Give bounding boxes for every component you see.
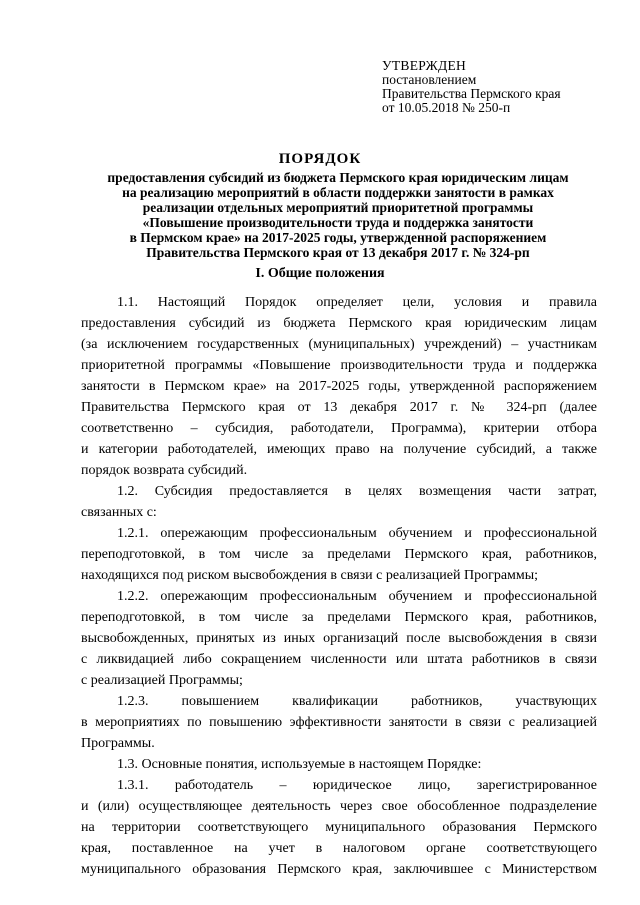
approval-line-2: постановлением (382, 72, 477, 87)
text-line: Правительства Пермского края от 13 декабря 2017 г. № 324-рп (далее (81, 400, 597, 415)
text-line: соответственно – субсидия, работодатели, Программа), критерии отбора (81, 421, 597, 436)
text-line: на территории соответствующего муниципального образования Пермского (81, 820, 597, 835)
text-line: находящихся под риском высвобождения в связи с реализацией Программы; (81, 568, 539, 583)
text-line: переподготовкой, в том числе за пределами Пермского края, работников, (81, 547, 597, 562)
text-line: края, поставленное на учет в налоговом органе соответствующего (81, 841, 597, 856)
approval-line-1: УТВЕРЖДЕН (382, 58, 467, 73)
document-subtitle (60, 170, 616, 260)
approval-line-4: от 10.05.2018 № 250-п (382, 100, 511, 115)
subtitle-line: на реализацию мероприятий в области поддержки занятости в рамках (122, 185, 554, 200)
subtitle-line: «Повышение производительности труда и поддержка занятости (142, 215, 534, 230)
subtitle-line: предоставления субсидий из бюджета Пермского края юридическим лицам (107, 170, 569, 185)
section-heading: I. Общие положения (255, 266, 385, 281)
paragraph-1-2-2 (81, 586, 597, 691)
text-line: (за исключением государственных (муниципальных) учреждений) – участникам (81, 337, 597, 352)
text-line: с реализацией Программы; (81, 673, 243, 688)
paragraph-1-3 (81, 754, 597, 775)
text-line: 1.2. Субсидия предоставляется в целях возмещения части затрат, (117, 484, 597, 499)
paragraph-1-2 (81, 481, 597, 523)
text-line: высвобожденных, принятых из иных организаций после высвобождения в связи (81, 631, 597, 646)
text-line: занятости в Пермском крае» на 2017-2025 годы, утвержденной распоряжением (81, 379, 597, 394)
text-line: Программы. (81, 736, 155, 751)
text-line: предоставления субсидий из бюджета Пермского края юридическим лицам (81, 316, 597, 331)
paragraph-1-3-1 (81, 775, 597, 880)
text-line: и (или) осуществляющее деятельность через свое обособленное подразделение (81, 799, 597, 814)
paragraph-1-1 (81, 292, 597, 481)
text-line: и категории работодателей, имеющих право на получение субсидий, а также (81, 442, 597, 457)
text-line: порядок возврата субсидий. (81, 463, 248, 478)
document-title: ПОРЯДОК (278, 151, 362, 167)
subtitle-line: Правительства Пермского края от 13 декабря 2017 г. № 324-рп (146, 245, 530, 260)
text-line: переподготовкой, в том числе за пределами Пермского края, работников, (81, 610, 597, 625)
text-line: 1.2.3. повышением квалификации работников, участвующих (117, 694, 597, 709)
text-line: 1.3. Основные понятия, используемые в настоящем Порядке: (117, 757, 482, 772)
approval-stamp (382, 59, 561, 115)
approval-line-3: Правительства Пермского края (382, 86, 561, 101)
text-line: в мероприятиях по повышению эффективности занятости в связи с реализацией (81, 715, 597, 730)
text-line: 1.1. Настоящий Порядок определяет цели, условия и правила (117, 295, 597, 310)
text-line: 1.3.1. работодатель – юридическое лицо, зарегистрированное (117, 778, 597, 793)
text-line: связанных с: (81, 505, 157, 520)
subtitle-line: реализации отдельных мероприятий приоритетной программы (142, 200, 534, 215)
paragraph-1-2-3 (81, 691, 597, 754)
subtitle-line: в Пермском крае» на 2017-2025 годы, утвержденной распоряжением (129, 230, 547, 245)
text-line: приоритетной программы «Повышение производительности труда и поддержка (81, 358, 597, 373)
text-line: 1.2.1. опережающим профессиональным обучением и профессиональной (117, 526, 597, 541)
text-line: муниципального образования Пермского края, заключившее с Министерством (81, 862, 597, 877)
text-line: с ликвидацией либо сокращением численности или штата работников в связи (81, 652, 597, 667)
text-line: 1.2.2. опережающим профессиональным обучением и профессиональной (117, 589, 597, 604)
paragraph-1-2-1 (81, 523, 597, 586)
body-text (81, 292, 597, 880)
